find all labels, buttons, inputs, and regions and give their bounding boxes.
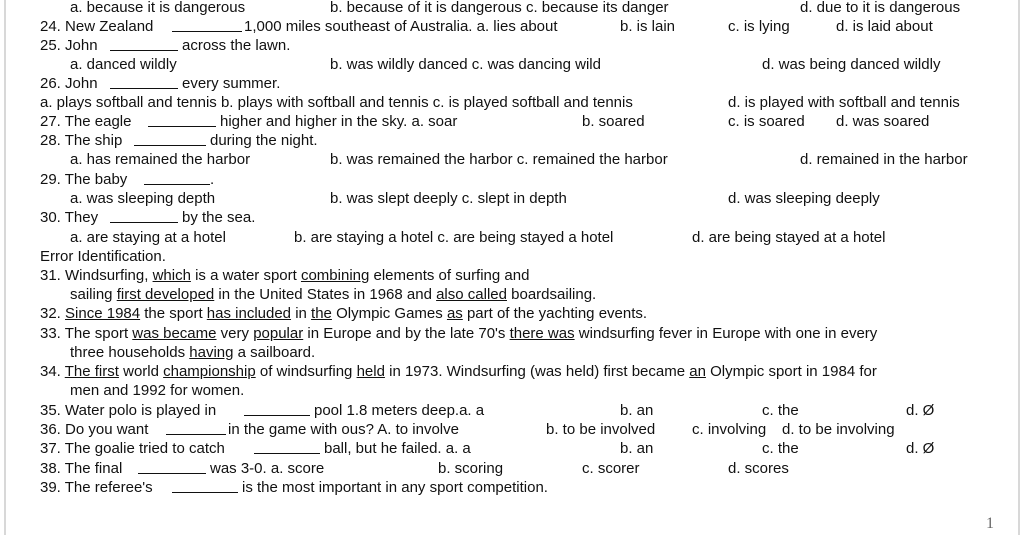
question-33-line-1: 33. The sport was became very popular in Europe and by the late 70's there was windsurfing fever in Europe with one in every (40, 325, 878, 342)
question-31-line-2: sailing first developed in the United States in 1968 and also called boardsailing. (70, 286, 597, 303)
answer-blank (134, 132, 206, 146)
option-d: d. is played with softball and tennis (728, 94, 960, 111)
option-b: b. to be involved (546, 421, 656, 438)
underlined-segment: championship (163, 363, 256, 380)
answer-blank (172, 479, 238, 493)
question-39-stem-start: 39. The referee's (40, 479, 153, 496)
underlined-segment: was became (132, 325, 217, 342)
question-25-stem-end: across the lawn. (182, 37, 291, 54)
option-d: d. due to it is dangerous (800, 0, 961, 16)
question-34-line-2: men and 1992 for women. (70, 382, 245, 399)
underlined-segment: the (311, 305, 332, 322)
question-33-line-2: three households having a sailboard. (70, 344, 316, 361)
underlined-segment: which (152, 267, 191, 284)
underlined-segment: Since 1984 (65, 305, 141, 322)
underlined-segment: held (356, 363, 385, 380)
question-35-stem-start: 35. Water polo is played in (40, 402, 217, 419)
answer-blank (148, 113, 216, 127)
option-d: d. was sleeping deeply (728, 190, 880, 207)
answer-blank (138, 460, 206, 474)
underlined-segment: popular (253, 325, 304, 342)
option-b-c: b. because of it is dangerous c. because its danger (330, 0, 669, 16)
question-36-stem-end: in the game with ous? A. to involve (228, 421, 459, 438)
answer-blank (244, 402, 310, 416)
underlined-segment: an (689, 363, 706, 380)
question-28-stem-start: 28. The ship (40, 132, 123, 149)
question-26-stem-end: every summer. (182, 75, 281, 92)
option-c: c. the (762, 440, 799, 457)
option-b: b. an (620, 402, 654, 419)
underlined-segment: there was (509, 325, 575, 342)
question-30-stem-start: 30. They (40, 209, 99, 226)
question-34-line-1: 34. The first world championship of windsurfing held in 1973. Windsurfing (was held) first became an Olympic sport in 1984 for (40, 363, 877, 380)
option-d: d. remained in the harbor (800, 151, 968, 168)
question-27-stem-end: higher and higher in the sky. a. soar (220, 113, 458, 130)
answer-blank (110, 209, 178, 223)
option-c: c. involving (692, 421, 767, 438)
option-a-b-c: a. plays softball and tennis b. plays with softball and tennis c. is played softball and tennis (40, 94, 633, 111)
answer-blank (110, 37, 178, 51)
option-c: c. is lying (728, 18, 790, 35)
answer-blank (110, 75, 178, 89)
question-39-stem-end: is the most important in any sport competition. (242, 479, 548, 496)
question-29-stem-start: 29. The baby (40, 171, 128, 188)
option-b-c: b. was wildly danced c. was dancing wild (330, 56, 601, 73)
underlined-segment: has included (206, 305, 292, 322)
question-25-stem-start: 25. John (40, 37, 98, 54)
option-c: c. the (762, 402, 799, 419)
option-d: d. to be involving (782, 421, 895, 438)
question-26-stem-start: 26. John (40, 75, 98, 92)
question-35-stem-end: pool 1.8 meters deep.a. a (314, 402, 485, 419)
option-b-c: b. was slept deeply c. slept in depth (330, 190, 567, 207)
answer-blank (254, 440, 320, 454)
question-36-stem-start: 36. Do you want (40, 421, 149, 438)
option-d: d. was being danced wildly (762, 56, 941, 73)
question-38-stem-end: was 3-0. a. score (210, 460, 325, 477)
question-37-stem-end: ball, but he failed. a. a (324, 440, 471, 457)
page-right-edge (1018, 0, 1020, 535)
option-d: d. are being stayed at a hotel (692, 229, 886, 246)
question-24-stem-end: 1,000 miles southeast of Australia. a. lies about (244, 18, 558, 35)
option-a: a. are staying at a hotel (70, 229, 226, 246)
option-a: a. because it is dangerous (70, 0, 246, 16)
option-a: a. has remained the harbor (70, 151, 251, 168)
option-b-c: b. was remained the harbor c. remained the harbor (330, 151, 668, 168)
underlined-segment: The first (64, 363, 119, 380)
option-d: d. Ø (906, 440, 935, 457)
page-number: 1 (986, 515, 994, 532)
question-29-stem-end: . (210, 171, 215, 188)
answer-blank (144, 171, 210, 185)
section-heading: Error Identification. (40, 248, 166, 265)
underlined-segment: first developed (116, 286, 215, 303)
question-28-stem-end: during the night. (210, 132, 318, 149)
underlined-segment: combining (300, 267, 370, 284)
option-b: b. scoring (438, 460, 504, 477)
question-38-stem-start: 38. The final (40, 460, 123, 477)
question-32: 32. Since 1984 the sport has included in the Olympic Games as part of the yachting events. (40, 305, 648, 322)
option-a: a. danced wildly (70, 56, 177, 73)
question-30-stem-end: by the sea. (182, 209, 256, 226)
option-b: b. soared (582, 113, 645, 130)
question-27-stem-start: 27. The eagle (40, 113, 132, 130)
option-d: d. was soared (836, 113, 930, 130)
page-left-edge (4, 0, 6, 535)
option-c: c. is soared (728, 113, 805, 130)
option-d: d. is laid about (836, 18, 933, 35)
option-b-c: b. are staying a hotel c. are being stayed a hotel (294, 229, 614, 246)
option-c: c. scorer (582, 460, 640, 477)
underlined-segment: as (446, 305, 463, 322)
underlined-segment: also called (436, 286, 507, 303)
option-b: b. is lain (620, 18, 676, 35)
option-d: d. scores (728, 460, 789, 477)
question-24-stem-start: 24. New Zealand (40, 18, 154, 35)
question-37-stem-start: 37. The goalie tried to catch (40, 440, 225, 457)
answer-blank (166, 421, 226, 435)
underlined-segment: having (189, 344, 234, 361)
option-b: b. an (620, 440, 654, 457)
question-31-line-1: 31. Windsurfing, which is a water sport combining elements of surfing and (40, 267, 530, 284)
option-d: d. Ø (906, 402, 935, 419)
option-a: a. was sleeping depth (70, 190, 216, 207)
answer-blank (172, 18, 242, 32)
